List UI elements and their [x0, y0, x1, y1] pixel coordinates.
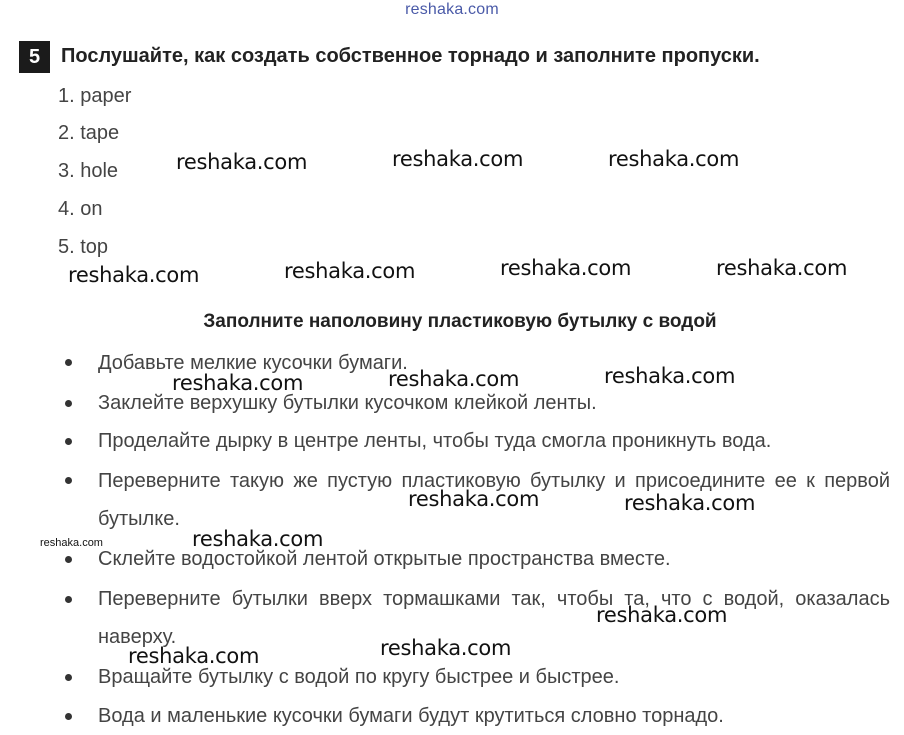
bullet-icon [65, 674, 72, 681]
watermark: reshaka.com [608, 147, 740, 171]
watermark: reshaka.com [596, 603, 728, 627]
bullet-icon [65, 477, 72, 484]
answer-item-5: 5. top [58, 236, 109, 258]
step-item-4: Переверните такую же пустую пластиковую бутылку и присоедините ее к первой бутылке. [98, 470, 890, 530]
bullet-icon [65, 713, 72, 720]
watermark: reshaka.com [172, 371, 304, 395]
watermark: reshaka.com [500, 256, 632, 280]
answer-item-4: 4. on [58, 198, 103, 220]
bullet-icon [65, 438, 72, 445]
step-item-5: Склейте водостойкой лентой открытые пространства вместе. [98, 548, 671, 570]
step-item-8: Вода и маленькие кусочки бумаги будут крутиться словно торнадо. [98, 705, 724, 727]
bullet-icon [65, 400, 72, 407]
answer-item-3: 3. hole [58, 160, 119, 182]
section-title: Заполните наполовину пластиковую бутылку с водой [203, 311, 717, 332]
answer-item-2: 2. tape [58, 122, 120, 144]
watermark: reshaka.com [68, 263, 200, 287]
watermark: reshaka.com [176, 150, 308, 174]
watermark: reshaka.com [380, 636, 512, 660]
watermark: reshaka.com [128, 644, 260, 668]
task-title: Послушайте, как создать собственное торнадо и заполните пропуски. [61, 45, 760, 67]
step-item-7: Вращайте бутылку с водой по кругу быстрее и быстрее. [98, 666, 620, 688]
watermark: reshaka.com [604, 364, 736, 388]
site-watermark-top: reshaka.com [405, 1, 499, 18]
step-item-3: Проделайте дырку в центре ленты, чтобы туда смогла проникнуть вода. [98, 430, 772, 452]
answer-item-1: 1. paper [58, 85, 132, 107]
step-item-2: Заклейте верхушку бутылки кусочком клейкой ленты. [98, 392, 597, 414]
watermark: reshaka.com [624, 491, 756, 515]
task-number-badge: 5 [19, 41, 50, 73]
watermark: reshaka.com [192, 527, 324, 551]
step-item-1: Добавьте мелкие кусочки бумаги. [98, 352, 408, 374]
bullet-icon [65, 359, 72, 366]
watermark: reshaka.com [716, 256, 848, 280]
watermark: reshaka.com [284, 259, 416, 283]
watermark: reshaka.com [392, 147, 524, 171]
watermark: reshaka.com [408, 487, 540, 511]
watermark: reshaka.com [388, 367, 520, 391]
watermark-small: reshaka.com [40, 537, 103, 549]
bullet-icon [65, 596, 72, 603]
bullet-icon [65, 556, 72, 563]
step-item-6: Переверните бутылки вверх тормашками так, чтобы та, что с водой, оказалась наверху. [98, 588, 890, 648]
